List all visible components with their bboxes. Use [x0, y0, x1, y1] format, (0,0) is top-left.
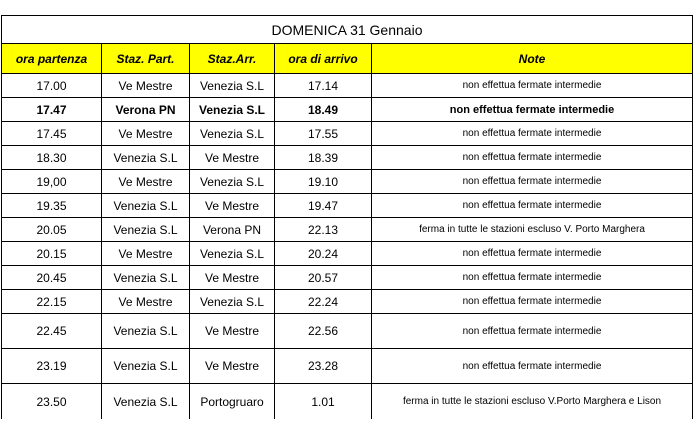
arrival-time-cell: 17.14: [275, 74, 372, 98]
table-row: [2, 314, 693, 349]
departure-time-cell: 20.45: [2, 266, 102, 290]
note-cell: non effettua fermate intermedie: [372, 194, 693, 218]
note-cell: non effettua fermate intermedie: [372, 290, 693, 314]
note-cell: ferma in tutte le stazioni escluso V. Porto Marghera: [372, 218, 693, 242]
departure-time-cell: 17.00: [2, 74, 102, 98]
departure-station-cell: Venezia S.L: [102, 194, 190, 218]
table-row: [2, 98, 693, 122]
arrival-time-cell: 22.13: [275, 218, 372, 242]
arrival-station-cell: Venezia S.L: [190, 122, 275, 146]
arrival-station-cell: Ve Mestre: [190, 314, 275, 349]
departure-station-cell: Ve Mestre: [102, 242, 190, 266]
departure-time-cell: 23.19: [2, 349, 102, 384]
departure-time-cell: 23.50: [2, 384, 102, 420]
arrival-station-cell: Venezia S.L: [190, 98, 275, 122]
arrival-station-cell: Venezia S.L: [190, 170, 275, 194]
departure-time-cell: 18.30: [2, 146, 102, 170]
arrival-station-cell: Ve Mestre: [190, 349, 275, 384]
departure-time-cell: 17.47: [2, 98, 102, 122]
arrival-time-cell: 19.47: [275, 194, 372, 218]
table-row: [2, 194, 693, 218]
note-cell: non effettua fermate intermedie: [372, 314, 693, 349]
departure-station-cell: Venezia S.L: [102, 349, 190, 384]
arrival-time-cell: 17.55: [275, 122, 372, 146]
header-arrival-time: ora di arrivo: [275, 44, 372, 74]
arrival-time-cell: 20.24: [275, 242, 372, 266]
arrival-time-cell: 22.24: [275, 290, 372, 314]
arrival-station-cell: Ve Mestre: [190, 266, 275, 290]
departure-time-cell: 20.15: [2, 242, 102, 266]
departure-station-cell: Ve Mestre: [102, 290, 190, 314]
table-row: [2, 384, 693, 420]
arrival-station-cell: Venezia S.L: [190, 242, 275, 266]
header-departure-station: Staz. Part.: [102, 44, 190, 74]
departure-station-cell: Verona PN: [102, 98, 190, 122]
note-cell: non effettua fermate intermedie: [372, 98, 693, 122]
table-row: [2, 290, 693, 314]
table-row: [2, 122, 693, 146]
departure-time-cell: 22.15: [2, 290, 102, 314]
arrival-time-cell: 23.28: [275, 349, 372, 384]
header-notes: Note: [372, 44, 693, 74]
table-row: [2, 218, 693, 242]
note-cell: non effettua fermate intermedie: [372, 242, 693, 266]
note-cell: non effettua fermate intermedie: [372, 349, 693, 384]
departure-time-cell: 19,00: [2, 170, 102, 194]
departure-station-cell: Venezia S.L: [102, 266, 190, 290]
table-row: [2, 349, 693, 384]
departure-time-cell: 22.45: [2, 314, 102, 349]
arrival-time-cell: 19.10: [275, 170, 372, 194]
arrival-station-cell: Verona PN: [190, 218, 275, 242]
note-cell: non effettua fermate intermedie: [372, 122, 693, 146]
table-row: [2, 146, 693, 170]
arrival-time-cell: 1.01: [275, 384, 372, 420]
departure-station-cell: Ve Mestre: [102, 170, 190, 194]
header-arrival-station: Staz.Arr.: [190, 44, 275, 74]
departure-station-cell: Ve Mestre: [102, 74, 190, 98]
note-cell: non effettua fermate intermedie: [372, 266, 693, 290]
departure-station-cell: Venezia S.L: [102, 218, 190, 242]
note-cell: non effettua fermate intermedie: [372, 170, 693, 194]
table-row: [2, 242, 693, 266]
arrival-station-cell: Venezia S.L: [190, 74, 275, 98]
table-row: [2, 266, 693, 290]
note-cell: ferma in tutte le stazioni escluso V.Porto Marghera e Lison: [372, 384, 693, 420]
departure-station-cell: Ve Mestre: [102, 122, 190, 146]
schedule-table: [1, 15, 693, 419]
departure-time-cell: 20.05: [2, 218, 102, 242]
arrival-time-cell: 20.57: [275, 266, 372, 290]
table-row: [2, 170, 693, 194]
table-row: [2, 74, 693, 98]
page-title: DOMENICA 31 Gennaio: [2, 16, 693, 44]
departure-station-cell: Venezia S.L: [102, 314, 190, 349]
arrival-station-cell: Ve Mestre: [190, 146, 275, 170]
note-cell: non effettua fermate intermedie: [372, 74, 693, 98]
arrival-time-cell: 22.56: [275, 314, 372, 349]
departure-time-cell: 19.35: [2, 194, 102, 218]
arrival-station-cell: Portogruaro: [190, 384, 275, 420]
departure-station-cell: Venezia S.L: [102, 384, 190, 420]
header-departure-time: ora partenza: [2, 44, 102, 74]
arrival-time-cell: 18.49: [275, 98, 372, 122]
arrival-station-cell: Ve Mestre: [190, 194, 275, 218]
arrival-time-cell: 18.39: [275, 146, 372, 170]
departure-station-cell: Venezia S.L: [102, 146, 190, 170]
arrival-station-cell: Venezia S.L: [190, 290, 275, 314]
departure-time-cell: 17.45: [2, 122, 102, 146]
note-cell: non effettua fermate intermedie: [372, 146, 693, 170]
